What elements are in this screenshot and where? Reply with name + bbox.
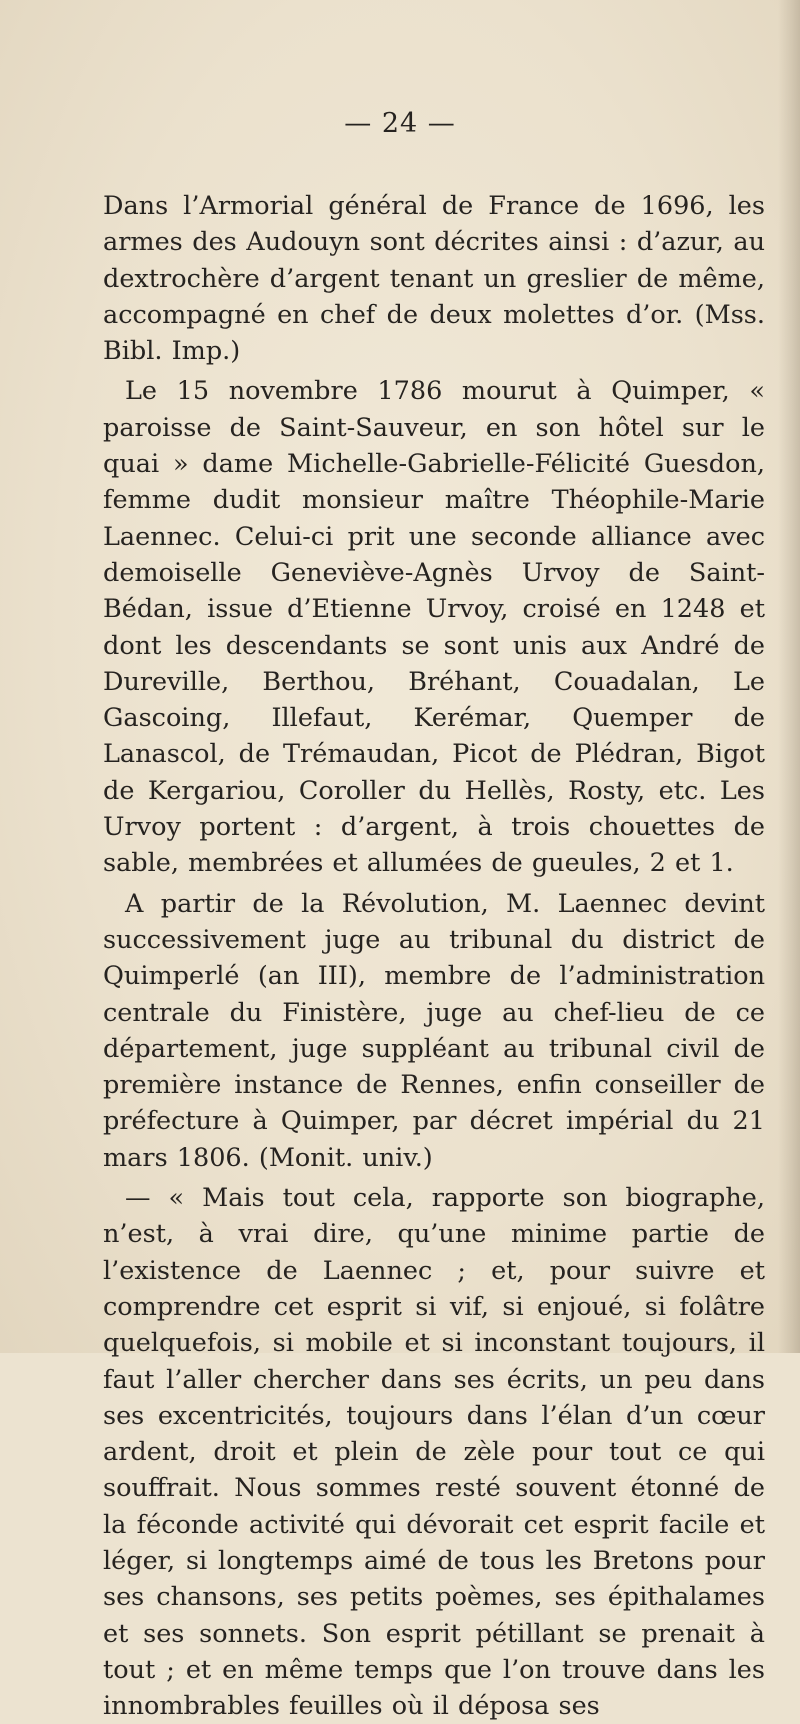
page-number: — 24 — — [344, 108, 456, 139]
page-gutter-shadow — [778, 0, 800, 1353]
paragraph-death-1786: Le 15 novembre 1786 mourut à Quimper, « paroisse de Saint-Sauveur, en son hôtel sur le quai » dame Michelle-Gabrielle-Félicité Guesdon, femme dudit monsieur maître Théophile-Marie Laennec. Celui-ci prit une seconde alliance avec demoiselle Geneviève-Agnès Urvoy de Saint-Bédan, issue d’Etienne Urvoy, croisé en 1248 et dont les descendants se sont unis aux André de Dureville, Berthou, Bréhant, Couadalan, Le Gascoing, Illefaut, Kerémar, Quemper de Lanascol, de Trémaudan, Picot de Plédran, Bigot de Kergariou, Coroller du Hellès, Rosty, etc. Les Urvoy portent : d’argent, à trois chouettes de sable, membrées et allumées de gueules, 2 et 1. — [103, 376, 765, 879]
paragraph-biographer-quote: — « Mais tout cela, rapporte son biographe, n’est, à vrai dire, qu’une minime partie de l’existence de Laennec ; et, pour suivre et comprendre cet esprit si vif, si enjoué, si folâtre quelquefois, si mobile et si inconstant toujours, il faut l’aller chercher dans ses écrits, un peu dans ses excentricités, toujours dans l’élan d’un cœur ardent, droit et plein de zèle pour tout ce qui souffrait. Nous sommes resté souvent étonné de la féconde activité qui dévorait cet esprit facile et léger, si longtemps aimé de tous les Bretons pour ses chansons, ses petits poèmes, ses épithalames et ses sonnets. Son esprit pétillant se prenait à tout ; et en même temps que l’on trouve dans les innombrables feuilles où il déposa ses — [103, 1183, 765, 1722]
paragraph-armorial: Dans l’Armorial général de France de 1696, les armes des Audouyn sont décrites ainsi : d’azur, au dextrochère d’argent tenant un greslier de même, accompagné en chef de deux molettes d’or. (Mss. Bibl. Imp.) — [103, 191, 765, 367]
body-text — [103, 188, 765, 1724]
paragraph-revolution-career: A partir de la Révolution, M. Laennec devint successivement juge au tribunal du district de Quimperlé (an III), membre de l’administration centrale du Finistère, juge au chef-lieu de ce département, juge suppléant au tribunal civil de première instance de Rennes, enfin conseiller de préfecture à Quimper, par décret impérial du 21 mars 1806. (Monit. univ.) — [103, 888, 765, 1173]
